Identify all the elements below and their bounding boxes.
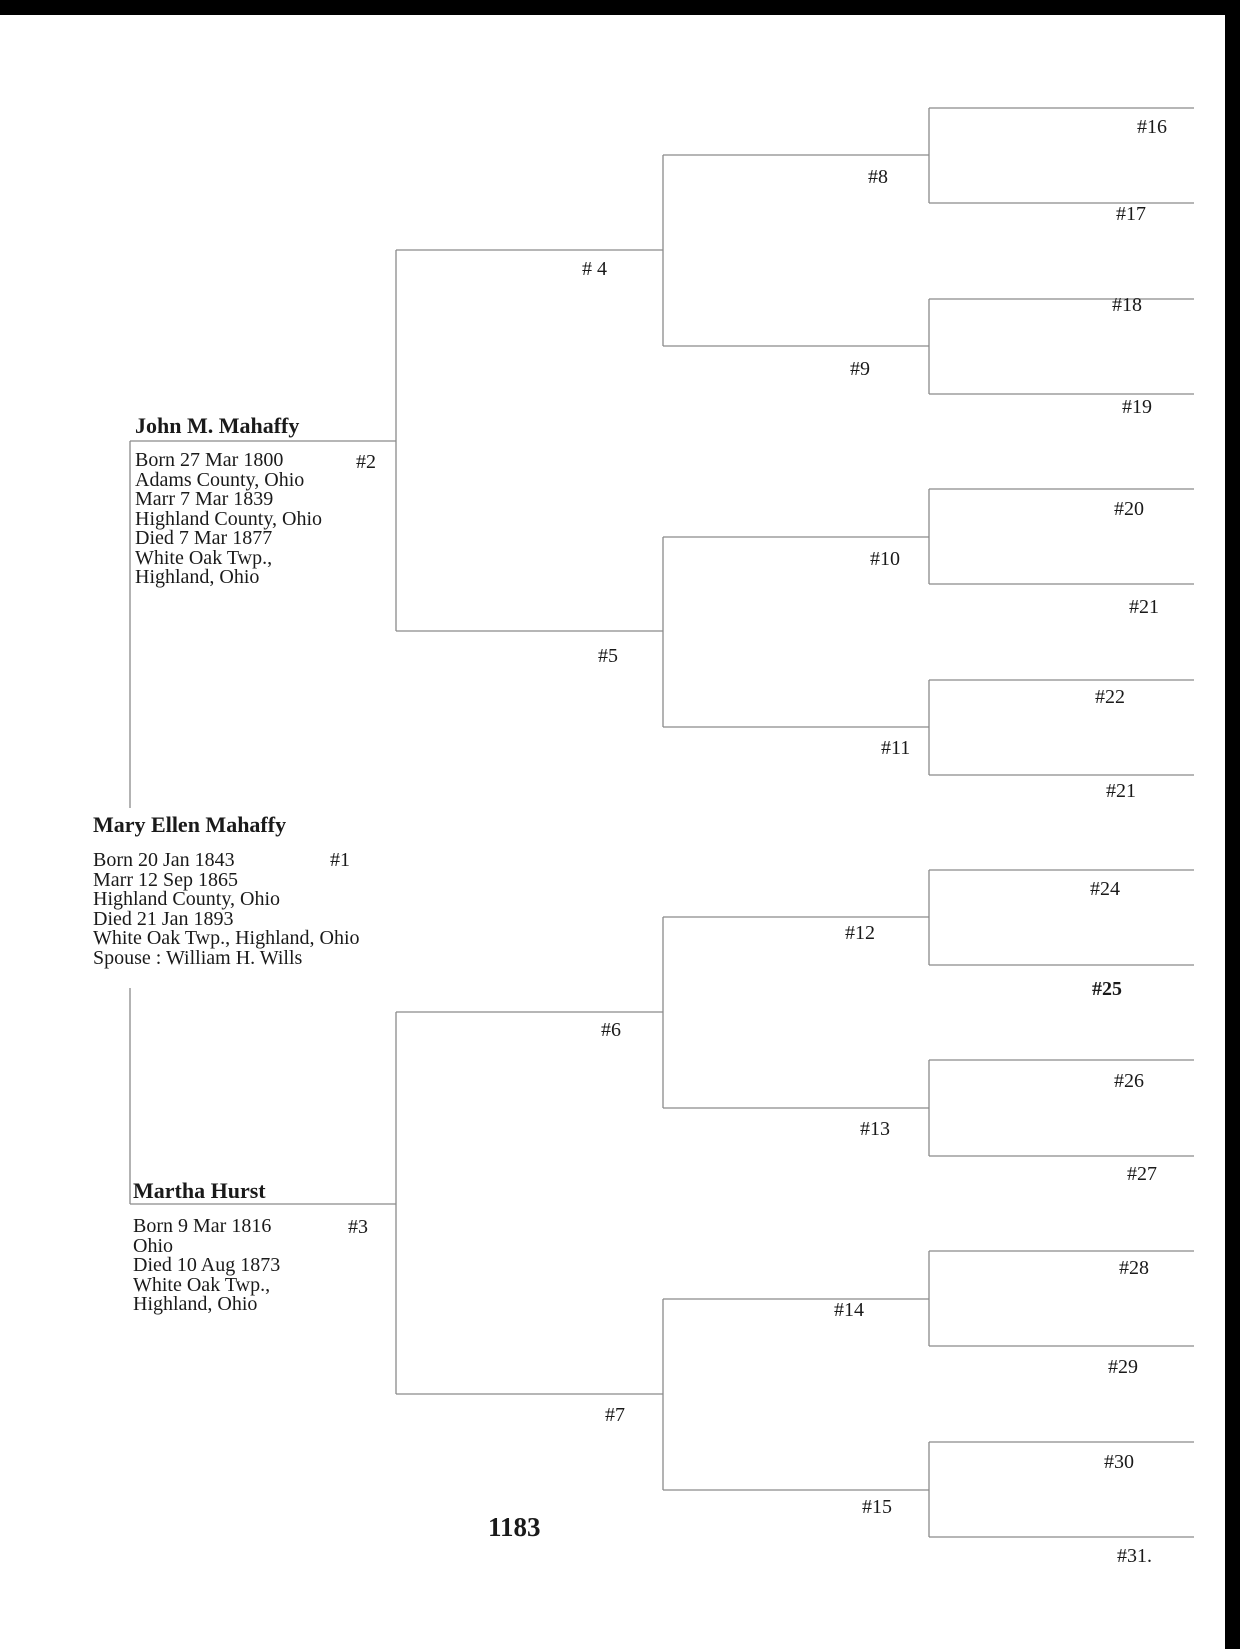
ancestor-4-label: # 4	[582, 258, 607, 280]
ancestor-20-label: #20	[1114, 498, 1144, 520]
ancestor-27-label: #27	[1127, 1163, 1157, 1185]
ancestor-17-label: #17	[1116, 203, 1146, 225]
person-3-name: Martha Hurst	[133, 1178, 266, 1203]
person-2-line: Highland, Ohio	[135, 566, 260, 588]
person-2-line: White Oak Twp.,	[135, 546, 273, 569]
person-2-line: Adams County, Ohio	[135, 468, 305, 491]
person-2-line: Marr 7 Mar 1839	[135, 488, 274, 510]
person-2-line: Died 7 Mar 1877	[135, 527, 273, 549]
person-2-line: Born 27 Mar 1800	[135, 449, 284, 471]
ancestor-5-label: #5	[598, 645, 618, 667]
ancestor-29-label: #29	[1108, 1356, 1138, 1378]
person-3-line: Born 9 Mar 1816	[133, 1215, 272, 1237]
ancestor-23-label: #21	[1106, 780, 1136, 802]
person-2-name: John M. Mahaffy	[135, 413, 300, 438]
ancestor-14-label: #14	[834, 1299, 864, 1321]
ancestor-15-label: #15	[862, 1496, 892, 1518]
ancestor-11-label: #11	[881, 737, 911, 759]
ancestor-22-label: #22	[1095, 686, 1125, 708]
person-1-line: White Oak Twp., Highland, Ohio	[93, 927, 360, 949]
ancestor-9-label: #9	[850, 358, 870, 380]
person-3-line: Died 10 Aug 1873	[133, 1254, 281, 1276]
ancestor-16-label: #16	[1137, 116, 1167, 138]
scan-border-top	[0, 0, 1240, 15]
person-1-line: Marr 12 Sep 1865	[93, 868, 238, 891]
person-1-line: Highland County, Ohio	[93, 888, 281, 910]
ancestor-13-label: #13	[860, 1118, 890, 1140]
ancestor-31-label: #31.	[1117, 1545, 1152, 1567]
person-3-line: White Oak Twp.,	[133, 1273, 271, 1296]
ancestor-7-label: #7	[605, 1404, 625, 1426]
person-1-line: Born 20 Jan 1843	[93, 849, 235, 871]
person-3-line: Highland, Ohio	[133, 1293, 258, 1315]
scan-border-right	[1225, 0, 1240, 1649]
person-3-details	[133, 1217, 284, 1315]
ancestor-24-label: #24	[1090, 878, 1120, 900]
person-1-line: Died 21 Jan 1893	[93, 907, 234, 930]
person-2-details	[135, 451, 326, 588]
person-1-line: Spouse : William H. Wills	[93, 946, 303, 969]
person-2-number: #2	[356, 451, 376, 473]
ancestor-30-label: #30	[1104, 1451, 1134, 1473]
ancestor-28-label: #28	[1119, 1257, 1149, 1279]
ancestor-19-label: #19	[1122, 396, 1152, 418]
person-1-details	[93, 851, 364, 968]
person-1-name: Mary Ellen Mahaffy	[93, 812, 287, 837]
person-1-number: #1	[330, 849, 350, 871]
person-2-line: Highland County, Ohio	[135, 507, 323, 530]
ancestor-21-label: #21	[1129, 596, 1159, 618]
page-number: 1183	[488, 1512, 541, 1542]
ancestor-18-label: #18	[1112, 294, 1142, 316]
ancestor-12-label: #12	[845, 922, 875, 944]
ancestor-6-label: #6	[601, 1019, 621, 1041]
ancestor-26-label: #26	[1114, 1070, 1144, 1092]
person-3-line: Ohio	[133, 1234, 173, 1257]
person-3-number: #3	[348, 1216, 368, 1238]
ancestor-25-label: #25	[1092, 978, 1122, 1000]
ancestor-8-label: #8	[868, 166, 888, 188]
ancestor-10-label: #10	[870, 548, 900, 570]
